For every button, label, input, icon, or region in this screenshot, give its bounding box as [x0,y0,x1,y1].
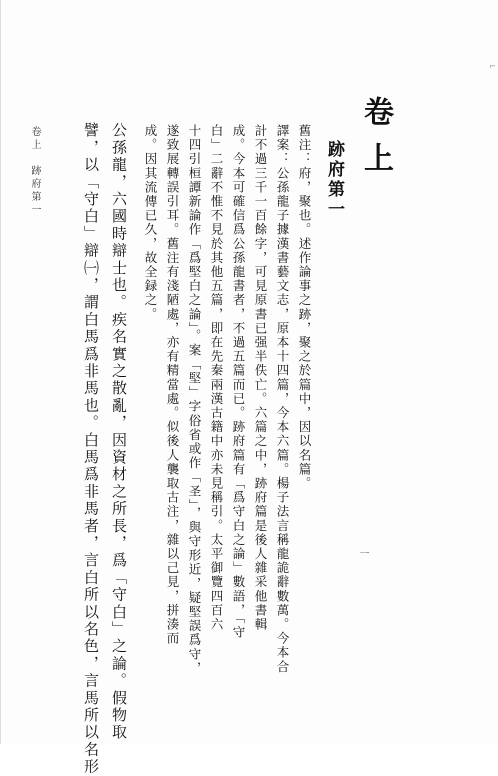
text-column-6: 十四引桓譚新論作「爲堅白之論」。案「堅」字俗省或作「圣」，與守形近，疑堅誤爲守， [187,124,202,676]
text-column-2: 譯案：公孫龍子據漢書藝文志，原本十四篇，今本六篇。楊子法言稱龍詭辭數萬。今本合 [275,124,290,674]
text-column-10: 譬，以「守白」辯㈠，謂白馬爲非馬也。白馬爲非馬者，言白所以名色，言馬所以名形 [82,122,100,776]
text-column-7: 遂致展轉誤引耳。舊注有淺陋處，亦有精當處。似後人襲取古注，雜以己見，拼湊而 [165,124,180,646]
edge-mark: ⌐ [488,62,497,71]
text-column-5: 白」二辭不惟不見於其他五篇，即在先秦兩漢古籍中亦未見稱引。太平御覽四百六 [209,124,224,632]
page-number: 一 [357,548,368,558]
text-column-1: 舊注：府，聚也。述作論事之跡，聚之於篇中，因以名篇。 [297,124,312,491]
text-column-4: 成。今本可確信爲公孫龍書者，不過五篇而已。跡府篇有「爲守白之論」數語，「守 [231,124,246,640]
text-column-9: 公孫龍，六國時辯士也。疾名實之散亂，因資材之所長，爲「守白」之論。假物取 [110,122,128,742]
chapter-title: 卷上 [358,96,393,188]
section-title: 跡府第一 [324,140,344,220]
running-head: 卷上 跡府第一 [29,126,40,217]
text-column-3: 計不過三千一百餘字，可見原書已强半佚亡。六篇之中，跡府篇是後人雜采他書輯 [253,124,268,632]
text-column-8: 成。因其流傳已久，故全録之。 [143,124,158,322]
